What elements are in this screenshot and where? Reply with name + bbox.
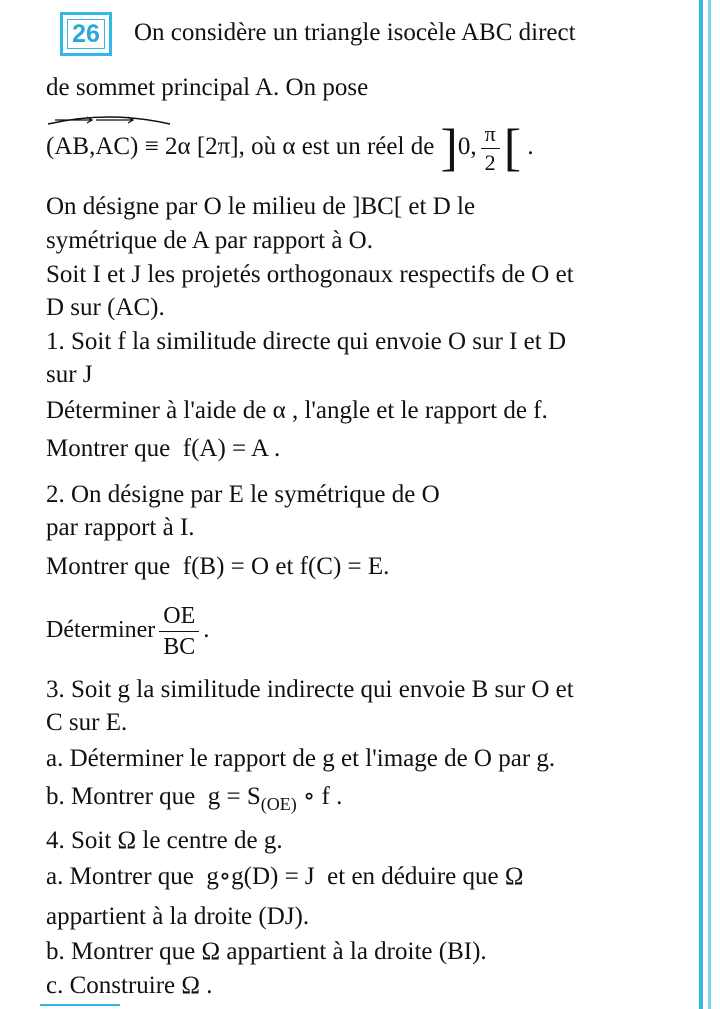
- fraction-oe-bc: $\frac{OE}{BC}$: [159, 604, 199, 659]
- interval-fraction: $\frac{\pi}{2}$: [481, 123, 500, 174]
- angle-text: , où α est un réel de: [238, 133, 435, 160]
- text-line-5: On désigne par O le milieu de ]BC[ et D le: [46, 193, 476, 220]
- question-3-line-3: a. Déterminer le rapport de g et l'image de O par g.: [46, 745, 556, 772]
- oriented-angle: ( AB, AC): [46, 122, 138, 172]
- question-3-line-1: 3. Soit g la similitude indirecte qui envoie B sur O et: [46, 676, 574, 703]
- question-4-line-4: b. Montrer que Ω appartient à la droite (BI).: [46, 938, 487, 965]
- vector-ab: AB: [54, 122, 89, 172]
- question-4-line-3: appartient à la droite (DJ).: [46, 903, 310, 930]
- question-1-line-2: sur J: [46, 361, 93, 388]
- right-border-bar: [699, 0, 703, 1009]
- question-4-line-5: c. Construire Ω .: [46, 972, 213, 999]
- question-3-line-4: b. Montrer que $g = S_{(OE)}$ ∘ f .: [46, 783, 343, 814]
- vector-arrow-icon: [54, 116, 94, 124]
- question-2-line-4: Déterminer $\frac{OE}{BC}$ .: [46, 602, 210, 660]
- exercise-number: 26: [67, 19, 105, 49]
- question-2-line-3: Montrer que f(B) = O et f(C) = E.: [46, 553, 390, 580]
- question-4-line-1: 4. Soit Ω le centre de g.: [46, 827, 283, 854]
- text-line-6: symétrique de A par rapport à O.: [46, 227, 373, 254]
- question-4-line-2: a. Montrer que g∘g(D) = J et en déduire que Ω: [46, 863, 524, 890]
- question-2-line-2: par rapport à I.: [46, 514, 195, 541]
- intro-line-2: de sommet principal A. On pose: [46, 74, 369, 101]
- question-1-line-1: 1. Soit f la similitude directe qui envoie O sur I et D: [46, 328, 567, 355]
- intro-line-1: On considère un triangle isocèle ABC direct: [134, 19, 576, 46]
- question-2-line-1: 2. On désigne par E le symétrique de O: [46, 481, 440, 508]
- question-1-line-3: Déterminer à l'aide de α , l'angle et le rapport de f.: [46, 397, 548, 424]
- math-fb: f(B) = O: [182, 553, 270, 580]
- question-3-line-2: C sur E.: [46, 709, 128, 736]
- right-border-bar-light: [708, 0, 711, 1009]
- math-fc: f(C) = E.: [299, 553, 390, 580]
- text-line-7: Soit I et J les projetés orthogonaux respectifs de O et: [46, 261, 574, 288]
- vector-arrow-icon: [95, 116, 135, 124]
- vector-ac: AC: [95, 122, 130, 172]
- interval-bracket-left: ]: [440, 119, 458, 177]
- exercise-number-box: [60, 12, 112, 56]
- bottom-divider: [40, 1004, 120, 1006]
- question-1-line-4: Montrer que f(A) = A .: [46, 435, 281, 462]
- interval-bracket-right: [: [503, 119, 522, 177]
- text-line-8: D sur (AC).: [46, 294, 165, 321]
- angle-definition: ( AB, AC) ≡ 2α [2π], où α est un réel de ]0, $\frac{\pi}{2}$ [ .: [46, 122, 534, 172]
- angle-congruence: ≡ 2α [2π]: [144, 133, 239, 160]
- math-fa: f(A) = A .: [182, 435, 281, 462]
- interval-left: 0,: [457, 133, 477, 160]
